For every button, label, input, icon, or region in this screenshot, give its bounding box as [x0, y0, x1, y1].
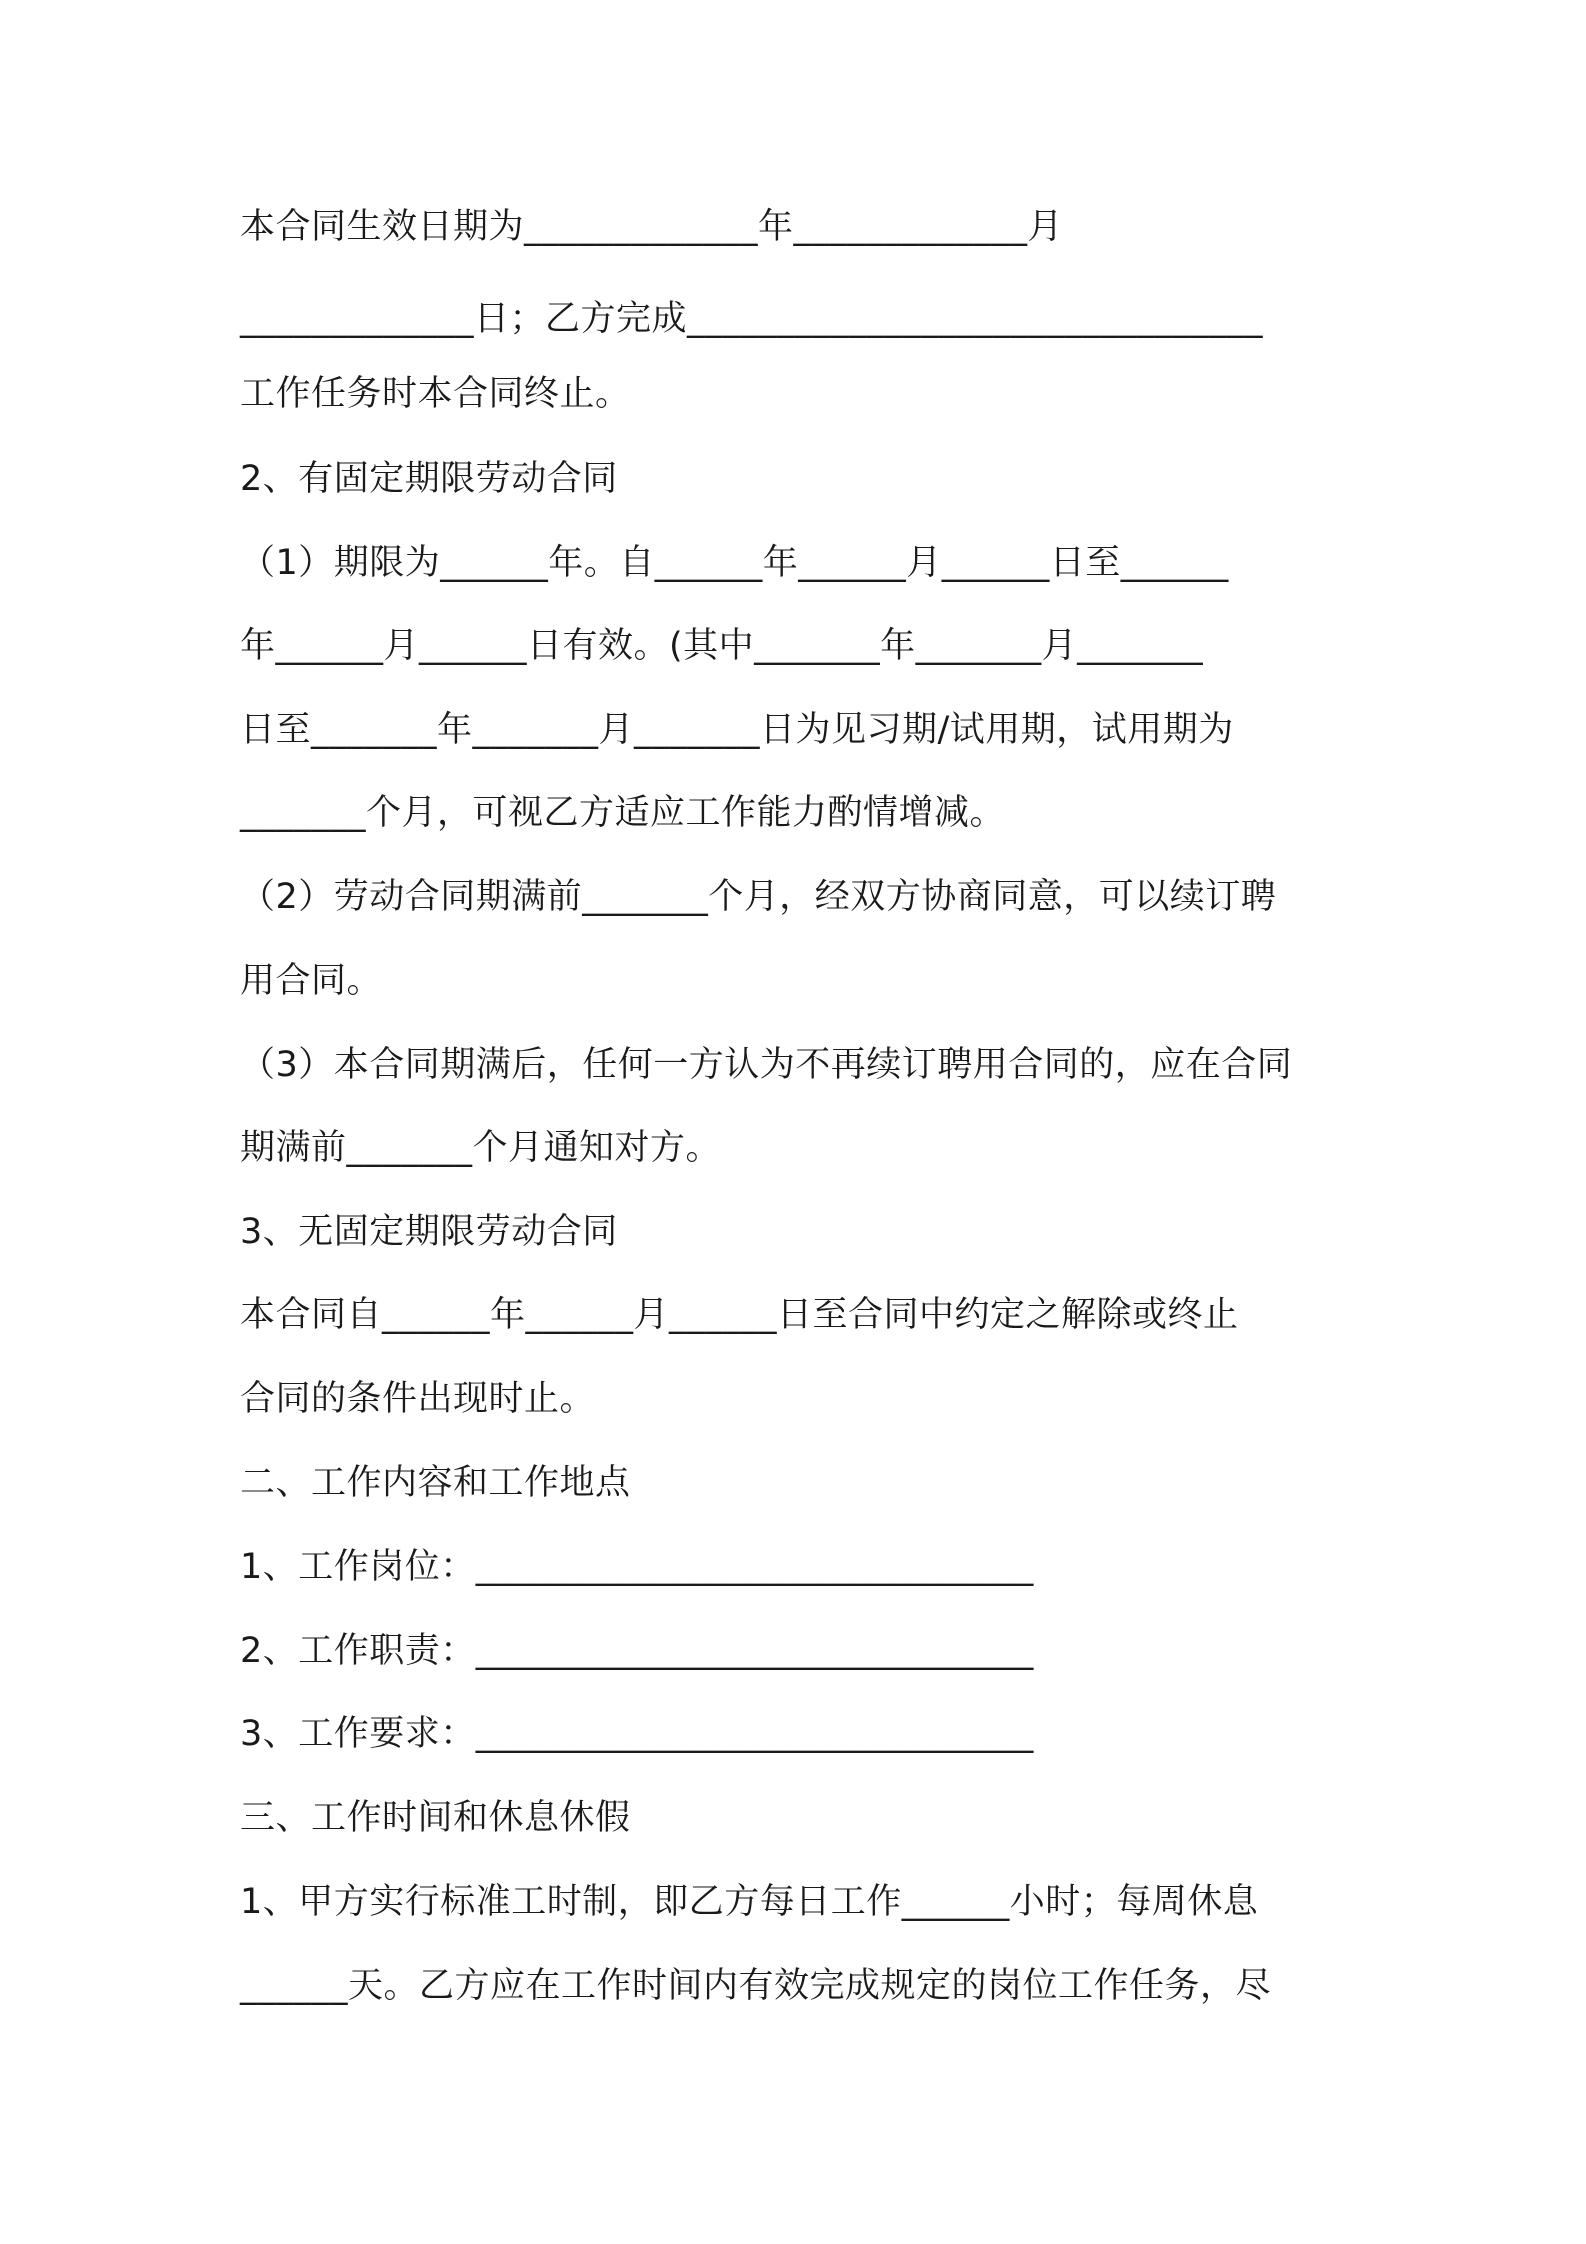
text-line: 日至_______年_______月_______日为见习期/试用期，试用期为 — [240, 710, 1234, 750]
section-heading: 2、有固定期限劳动合同 — [240, 459, 618, 499]
text-line: （2）劳动合同期满前_______个月，经双方协商同意，可以续订聘 — [240, 877, 1277, 917]
text-line: 年______月______日有效。(其中_______年_______月_______ — [240, 626, 1204, 666]
text-line: （1）期限为______年。自______年______月______日至______ — [240, 543, 1229, 583]
text-line: 本合同自______年______月______日至合同中约定之解除或终止 — [240, 1295, 1239, 1335]
text-line: 1、甲方实行标准工时制，即乙方每日工作______小时；每周休息 — [240, 1882, 1259, 1922]
section-heading: 三、工作时间和休息休假 — [240, 1798, 631, 1838]
text-line: 1、工作岗位：_______________________________ — [240, 1547, 1034, 1587]
text-line: 工作任务时本合同终止。 — [240, 374, 631, 414]
text-line: 3、工作要求：_______________________________ — [240, 1714, 1034, 1754]
text-line: 用合同。 — [240, 961, 383, 1001]
section-heading: 二、工作内容和工作地点 — [240, 1463, 631, 1503]
text-line: （3）本合同期满后，任何一方认为不再续订聘用合同的，应在合同 — [240, 1045, 1293, 1085]
text-line: _______个月，可视乙方适应工作能力酌情增减。 — [240, 793, 1006, 833]
text-line: 合同的条件出现时止。 — [240, 1379, 596, 1419]
section-heading: 3、无固定期限劳动合同 — [240, 1212, 618, 1252]
text-line: 2、工作职责：_______________________________ — [240, 1631, 1034, 1671]
text-line: 期满前_______个月通知对方。 — [240, 1128, 722, 1168]
text-line: 本合同生效日期为_____________年_____________月 — [240, 207, 1064, 247]
text-line: ______天。乙方应在工作时间内有效完成规定的岗位工作任务，尽 — [240, 1966, 1272, 2006]
text-line: _____________日；乙方完成________________________________ — [240, 299, 1264, 339]
